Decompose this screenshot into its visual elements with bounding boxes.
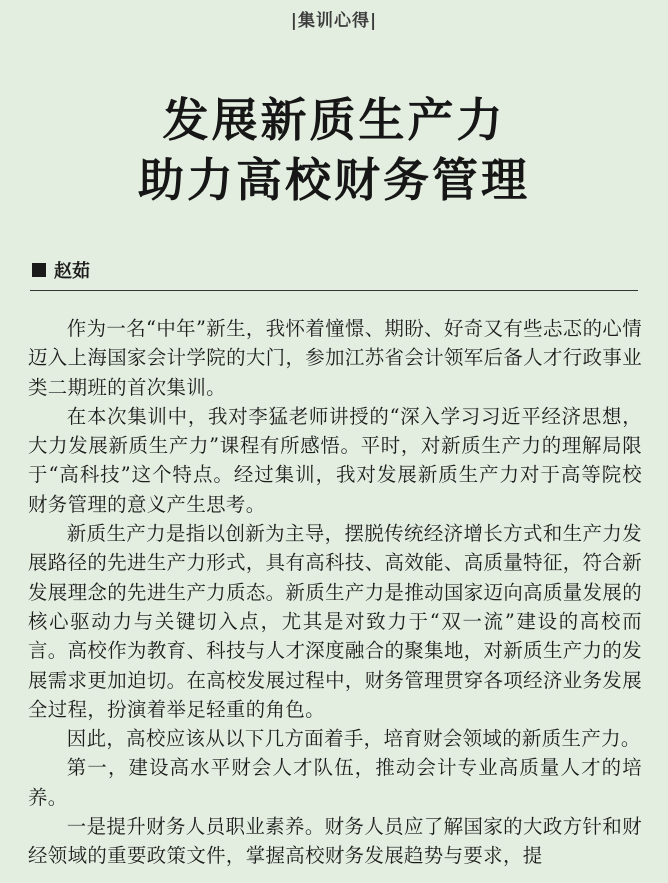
article-body bbox=[28, 314, 642, 871]
paragraph: 新质生产力是指以创新为主导，摆脱传统经济增长方式和生产力发展路径的先进生产力形式，具有高科技、高效能、高质量特征，符合新发展理念的先进生产力质态。新质生产力是推动国家迈向高质量发展的核心驱动力与关键切入点，尤其是对致力于“双一流”建设的高校而言。高校作为教育、科技与人才深度融合的聚集地，对新质生产力的发展需求更加迫切。在高校发展过程中，财务管理贯穿各项经济业务发展全过程，扮演着举足轻重的角色。 bbox=[28, 522, 642, 721]
paragraph: 在本次集训中，我对李猛老师讲授的“深入学习习近平经济思想，大力发展新质生产力”课程有所感悟。平时，对新质生产力的理解局限于“高科技”这个特点。经过集训，我对发展新质生产力对于高等院校财务管理的意义产生思考。 bbox=[28, 404, 642, 516]
author-name: 赵茹 bbox=[54, 261, 90, 282]
title-line-2: 助力高校财务管理 bbox=[138, 153, 530, 207]
paragraph: 作为一名“中年”新生，我怀着憧憬、期盼、好奇又有些忐忑的心情迈入上海国家会计学院的大门，参加江苏省会计领军后备人才行政事业类二期班的首次集训。 bbox=[28, 317, 642, 399]
author-byline bbox=[32, 257, 90, 283]
paragraph: 一是提升财务人员职业素养。财务人员应了解国家的大政方针和财经领域的重要政策文件，掌握高校财务发展趋势与要求，提 bbox=[28, 815, 642, 868]
divider bbox=[30, 290, 638, 291]
title-line-1: 发展新质生产力 bbox=[162, 93, 506, 147]
section-tag: |集训心得| bbox=[290, 11, 378, 31]
square-bullet-icon bbox=[32, 263, 46, 277]
paragraph: 第一，建设高水平财会人才队伍，推动会计专业高质量人才的培养。 bbox=[28, 756, 642, 809]
article-title bbox=[0, 90, 668, 210]
paragraph: 因此，高校应该从以下几方面着手，培育财会领域的新质生产力。 bbox=[66, 727, 641, 751]
